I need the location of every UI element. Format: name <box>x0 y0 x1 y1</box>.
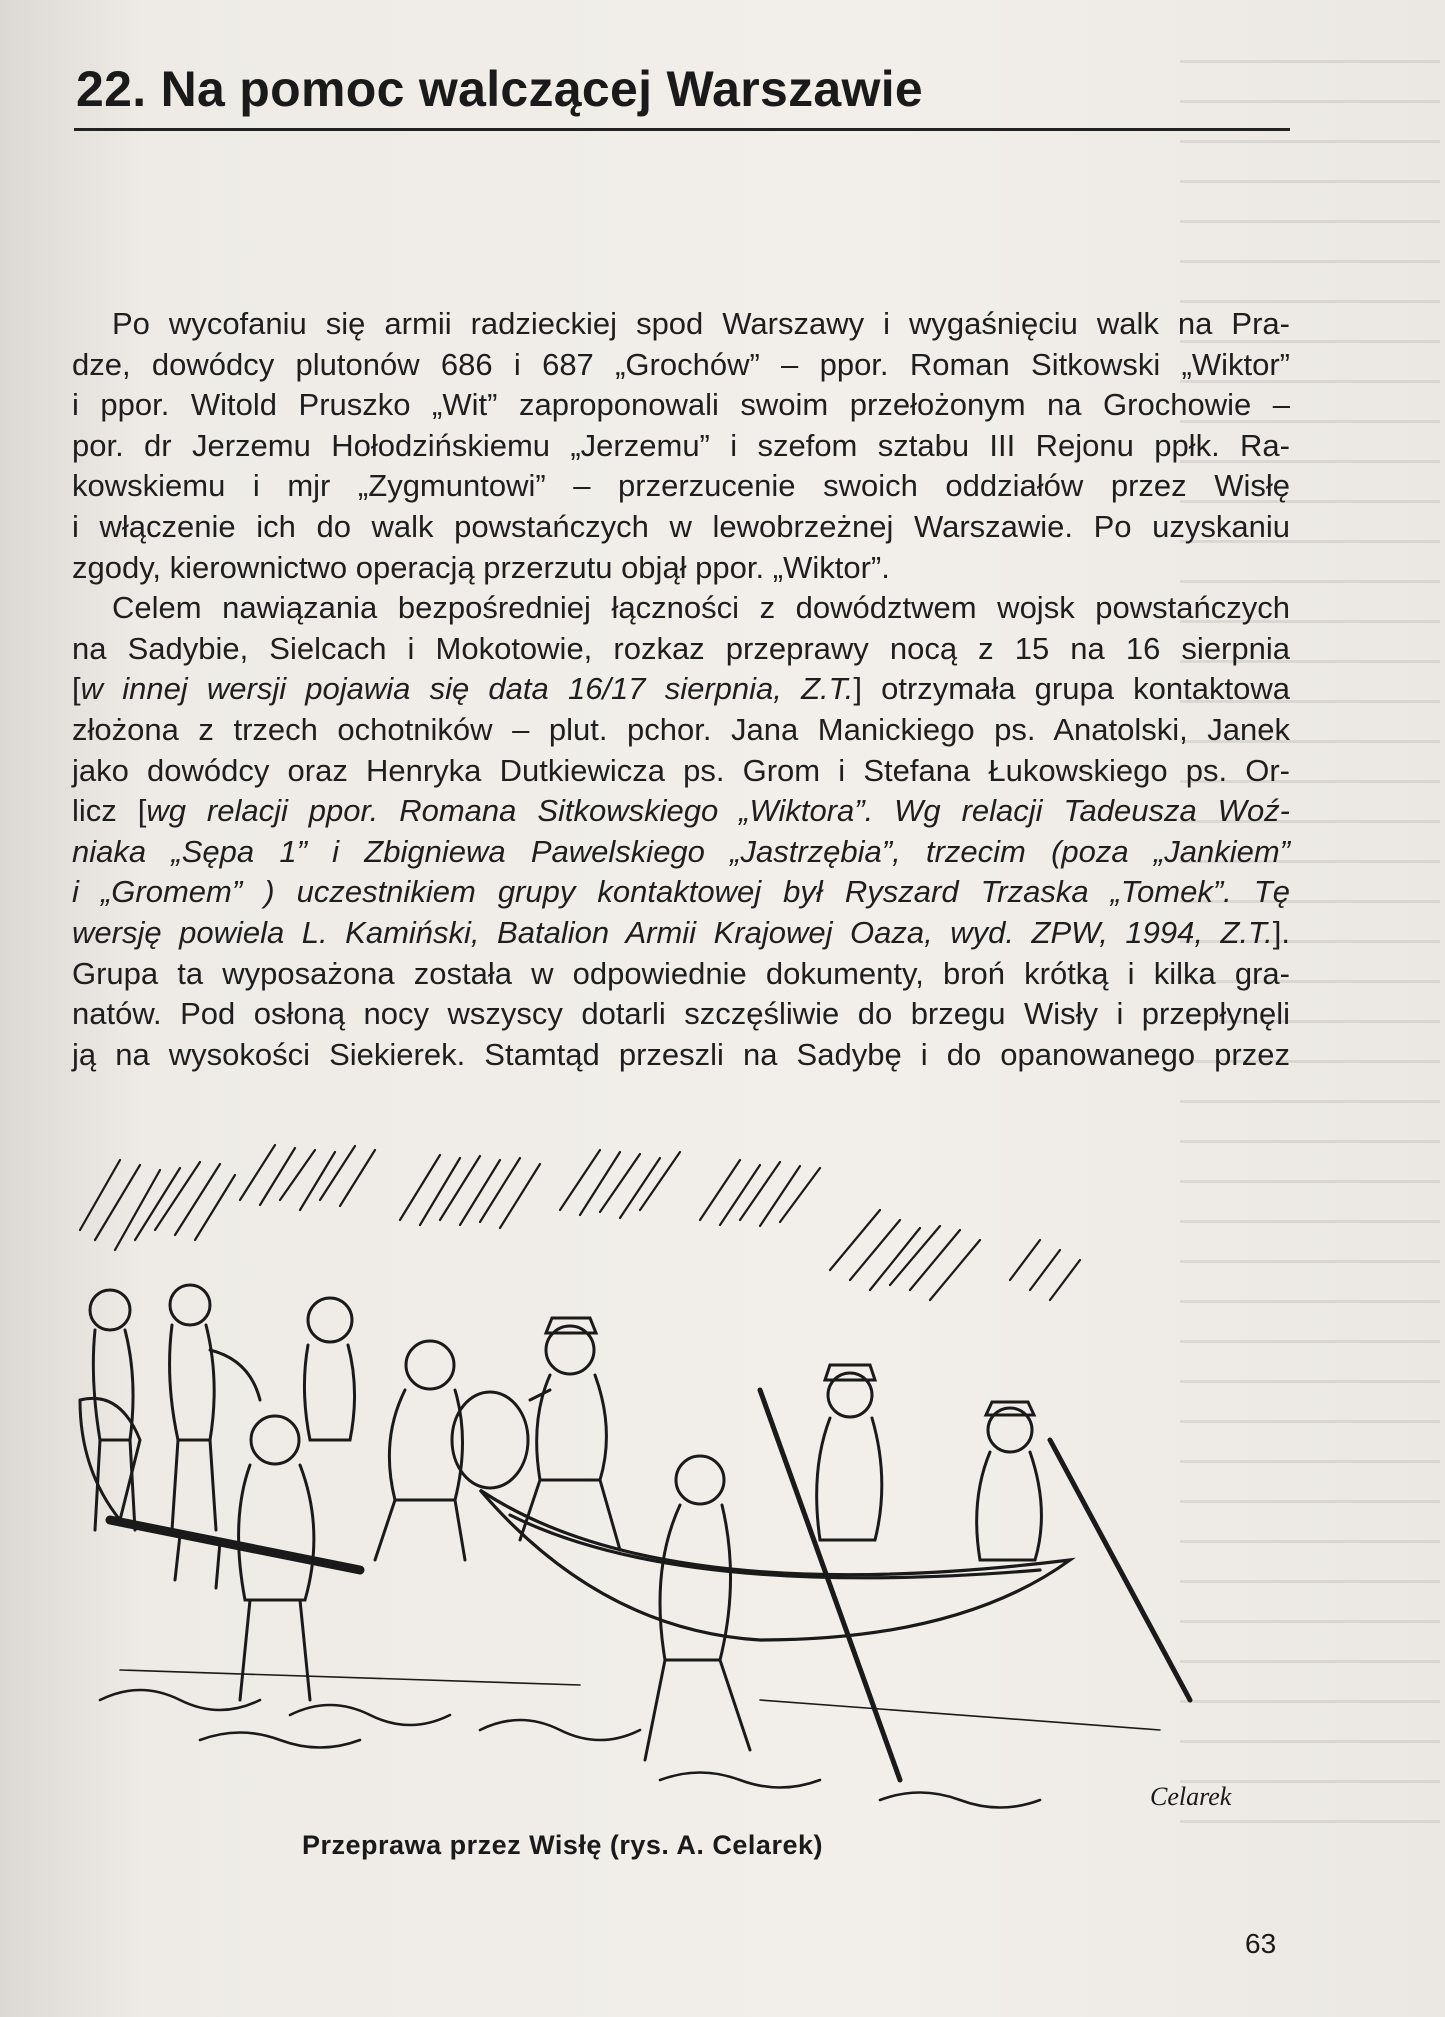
editor-note-line: niaka „Sępa 1” i Zbigniewa Pawelskiego „Jastrzębia”, trzecim (poza „Jankiem” <box>72 833 1290 869</box>
caption-text: Przeprawa przez Wisłę (rys. A. Celarek) <box>302 1830 823 1860</box>
text-line: złożona z trzech ochotników – plut. pchor. Jana Manickiego ps. Anatolski, Janek <box>72 711 1290 747</box>
title-underline <box>74 128 1290 131</box>
figure-man-right <box>977 1402 1190 1700</box>
text-line <box>72 791 1290 832</box>
text-line: Grupa ta wyposażona została w odpowiednie dokumenty, broń krótką i kilka gra- <box>72 955 1290 991</box>
figure-woman-wading <box>645 1456 750 1760</box>
text-line: i włączenie ich do walk powstańczych w lewobrzeżnej Warszawie. Po uzyskaniu <box>72 508 1290 544</box>
figure-soldier-rifle <box>110 1416 360 1700</box>
page-number: 63 <box>1245 1928 1277 1959</box>
text-line: i ppor. Witold Pruszko „Wit” zaproponowali swoim przełożonym na Grochowie – <box>72 387 1290 423</box>
editor-note: wersję powiela L. Kamiński, Batalion Armii Krajowej Oaza, wyd. ZPW, 1994, Z.T. <box>72 914 1273 950</box>
editor-note: wg relacji ppor. Romana Sitkowskiego „Wiktora”. Wg relacji Tadeusza Woź- <box>146 793 1291 829</box>
text-line: Po wycofaniu się armii radzieckiej spod Warszawy i wygaśnięciu walk na Pra- <box>112 306 1290 341</box>
figure-man-cap <box>520 1318 620 1550</box>
text-line: ją na wysokości Siekierek. Stamtąd przeszli na Sadybę i do opanowanego przez <box>72 1036 1290 1072</box>
text-line: dze, dowódcy plutonów 686 i 687 „Grochów” – ppor. Roman Sitkowski „Wiktor” <box>72 346 1290 382</box>
text-line <box>72 913 1290 954</box>
text-line: kowskiemu i mjr „Zygmuntowi” – przerzucenie swoich oddziałów przez Wisłę <box>72 468 1290 504</box>
figure-caption <box>0 1830 1445 1861</box>
water-hatching <box>100 1670 1160 1808</box>
text-line: zgody, kierownictwo operacją przerzutu objął ppor. „Wiktor”. <box>72 549 890 585</box>
chapter-title: 22. Na pomoc walczącej Warszawie <box>76 61 924 117</box>
figure-women-left <box>80 1285 355 1530</box>
text-line: natów. Pod osłoną nocy wszyscy dotarli szczęśliwie do brzegu Wisły i przepłynęli <box>72 996 1290 1032</box>
river-crossing-illustration <box>60 1140 1250 1840</box>
reed-hatching <box>80 1145 1080 1300</box>
editor-note-line: i „Gromem” ) uczestnikiem grupy kontaktowej był Ryszard Trzaska „Tomek”. Tę <box>72 874 1290 910</box>
boat <box>480 1490 1070 1640</box>
body-text <box>72 304 1290 1075</box>
text-line: por. dr Jerzemu Hołodzińskiemu „Jerzemu” i szefom sztabu III Rejonu ppłk. Ra- <box>72 427 1290 463</box>
bracket-close: ]. <box>1272 914 1290 950</box>
text-line: na Sadybie, Sielcach i Mokotowie, rozkaz przeprawy nocą z 15 na 16 sierpnia <box>72 630 1290 666</box>
artist-signature: Celarek <box>1150 1782 1232 1811</box>
text-line: jako dowódcy oraz Henryka Dutkiewicza ps. Grom i Stefana Łukowskiego ps. Or- <box>72 752 1290 788</box>
text-line: Celem nawiązania bezpośredniej łączności z dowództwem wojsk powstańczych <box>112 590 1290 626</box>
editor-note: w innej wersji pojawia się data 16/17 sierpnia, Z.T. <box>80 671 854 707</box>
text-line <box>72 669 1290 710</box>
text-fragment: ] otrzymała grupa kontaktowa <box>853 671 1290 707</box>
bracket-open: [ <box>72 671 81 707</box>
text-fragment: licz [ <box>72 793 147 829</box>
